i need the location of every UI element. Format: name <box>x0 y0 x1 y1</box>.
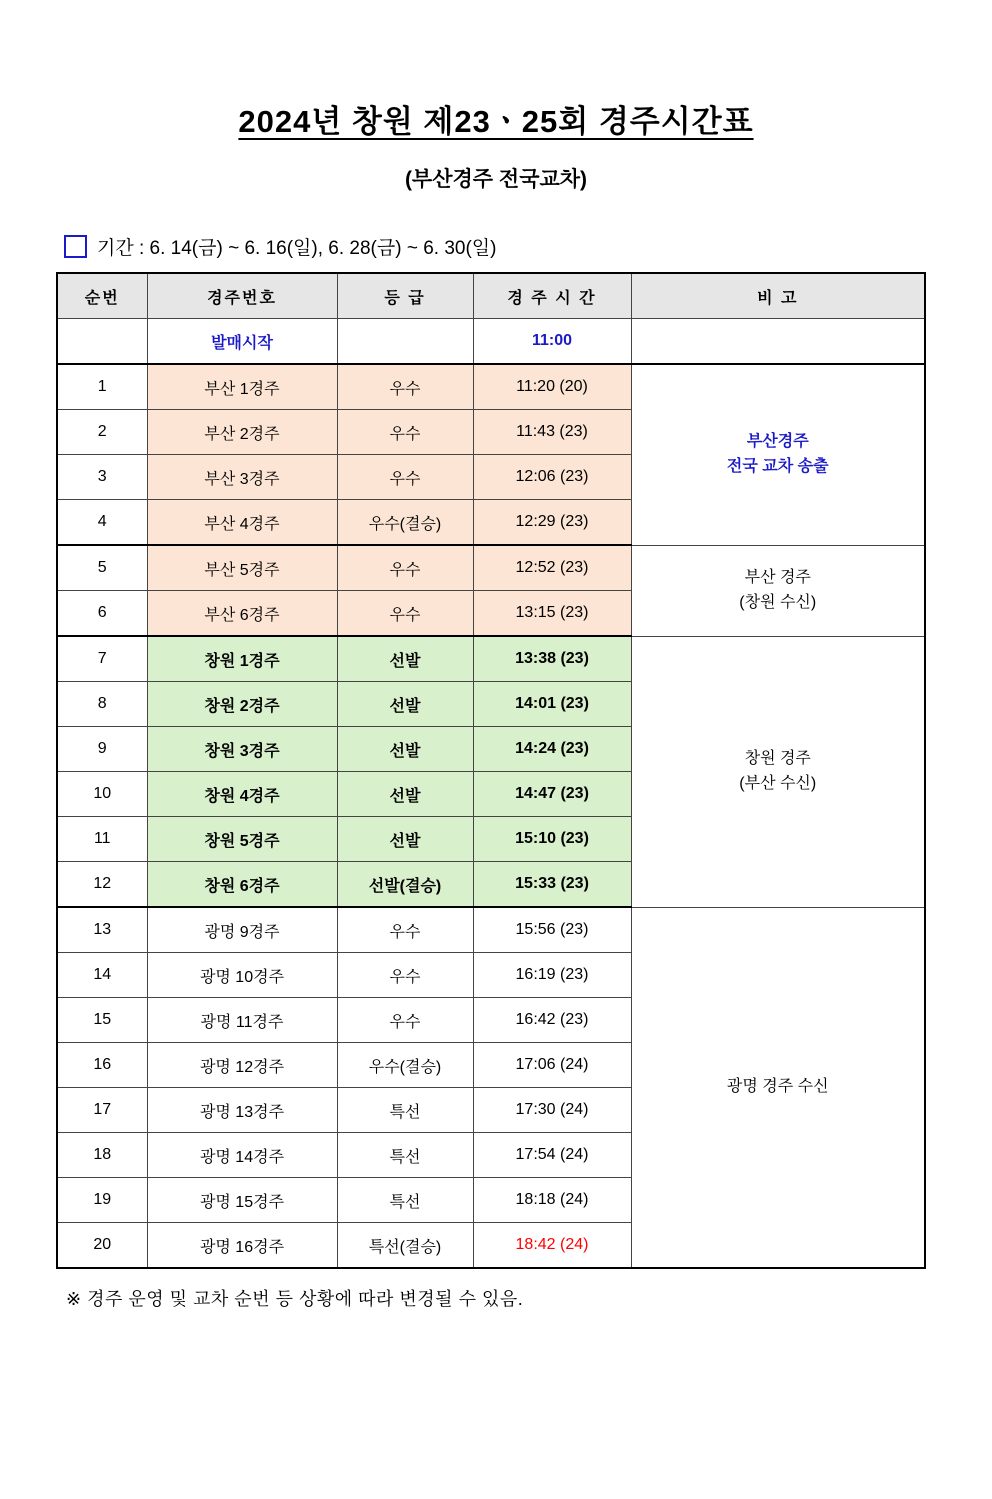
cell-time: 14:01 (23) <box>473 682 631 727</box>
cell-race: 부산 6경주 <box>147 591 337 637</box>
table-row <box>57 907 925 953</box>
cell-grade: 선발 <box>337 636 473 682</box>
table-row <box>57 364 925 410</box>
table-row <box>57 636 925 682</box>
note-gwangmyeong: 광명 경주 수신 <box>631 907 925 1268</box>
cell-no: 5 <box>57 545 147 591</box>
cell-grade: 선발(결승) <box>337 862 473 908</box>
cell-no: 13 <box>57 907 147 953</box>
cell-time: 17:06 (24) <box>473 1043 631 1088</box>
cell-grade: 특선 <box>337 1133 473 1178</box>
cell-no: 17 <box>57 1088 147 1133</box>
note-busan-cross <box>631 364 925 545</box>
cell-time: 16:42 (23) <box>473 998 631 1043</box>
cell-no: 2 <box>57 410 147 455</box>
cell-race: 광명 10경주 <box>147 953 337 998</box>
cell-time: 11:43 (23) <box>473 410 631 455</box>
cell-time: 17:54 (24) <box>473 1133 631 1178</box>
cell-no: 1 <box>57 364 147 410</box>
cell-time: 12:29 (23) <box>473 500 631 546</box>
period-label: 기간 : 6. 14(금) ~ 6. 16(일), 6. 28(금) ~ 6. 30(일) <box>97 238 497 259</box>
cell-no: 19 <box>57 1178 147 1223</box>
cell-grade: 우수 <box>337 998 473 1043</box>
page-subtitle: (부산경주 전국교차) <box>404 168 588 191</box>
cell-race: 광명 14경주 <box>147 1133 337 1178</box>
cell-time: 14:24 (23) <box>473 727 631 772</box>
col-header-race: 경주번호 <box>147 273 337 319</box>
cell-no: 6 <box>57 591 147 637</box>
cell-race: 창원 2경주 <box>147 682 337 727</box>
cell-grade: 선발 <box>337 682 473 727</box>
note-line-2: 전국 교차 송출 <box>726 457 829 475</box>
note-line-2: (창원 수신) <box>739 593 817 611</box>
cell-no: 3 <box>57 455 147 500</box>
cell-grade: 우수(결승) <box>337 1043 473 1088</box>
page-title: 2024년 창원 제23ㆍ25회 경주시간표 <box>238 104 754 139</box>
note-line-1: 창원 경주 <box>744 749 811 767</box>
cell-no: 16 <box>57 1043 147 1088</box>
cell-time: 12:52 (23) <box>473 545 631 591</box>
cell-time: 15:56 (23) <box>473 907 631 953</box>
cell-no: 20 <box>57 1223 147 1269</box>
cell-no: 8 <box>57 682 147 727</box>
cell-grade: 선발 <box>337 817 473 862</box>
cell-grade: 우수 <box>337 953 473 998</box>
cell-grade: 우수 <box>337 455 473 500</box>
table-header-row <box>57 273 925 319</box>
cell-no: 12 <box>57 862 147 908</box>
cell-time: 15:10 (23) <box>473 817 631 862</box>
note-line-1: 부산 경주 <box>744 568 811 586</box>
cell-time: 18:42 (24) <box>473 1223 631 1269</box>
cell-grade: 선발 <box>337 727 473 772</box>
cell-race: 창원 6경주 <box>147 862 337 908</box>
cell-no: 7 <box>57 636 147 682</box>
cell-race: 부산 4경주 <box>147 500 337 546</box>
cell-race: 발매시작 <box>147 319 337 365</box>
cell-grade: 우수 <box>337 545 473 591</box>
cell-grade: 우수 <box>337 410 473 455</box>
col-header-note: 비 고 <box>631 273 925 319</box>
cell-grade: 선발 <box>337 772 473 817</box>
cell-no: 15 <box>57 998 147 1043</box>
checkbox-icon <box>64 235 87 258</box>
cell-grade: 특선(결승) <box>337 1223 473 1269</box>
cell-no: 9 <box>57 727 147 772</box>
cell-no: 4 <box>57 500 147 546</box>
cell-time: 16:19 (23) <box>473 953 631 998</box>
col-header-no: 순번 <box>57 273 147 319</box>
cell-grade: 우수(결승) <box>337 500 473 546</box>
cell-no: 11 <box>57 817 147 862</box>
cell-time: 17:30 (24) <box>473 1088 631 1133</box>
cell-no: 18 <box>57 1133 147 1178</box>
table-row-sales-start <box>57 319 925 365</box>
cell-grade <box>337 319 473 365</box>
cell-race: 창원 5경주 <box>147 817 337 862</box>
cell-no: 10 <box>57 772 147 817</box>
cell-race: 광명 9경주 <box>147 907 337 953</box>
table-row <box>57 545 925 591</box>
cell-time: 15:33 (23) <box>473 862 631 908</box>
note-changwon <box>631 636 925 907</box>
cell-time: 11:00 <box>473 319 631 365</box>
cell-no <box>57 319 147 365</box>
cell-race: 광명 11경주 <box>147 998 337 1043</box>
cell-time: 12:06 (23) <box>473 455 631 500</box>
race-schedule-table <box>56 272 926 1269</box>
cell-grade: 우수 <box>337 591 473 637</box>
note-line-2: (부산 수신) <box>739 774 817 792</box>
cell-time: 13:15 (23) <box>473 591 631 637</box>
document-page <box>0 96 992 1499</box>
cell-race: 광명 13경주 <box>147 1088 337 1133</box>
period-line <box>64 233 936 260</box>
cell-race: 광명 12경주 <box>147 1043 337 1088</box>
cell-race: 창원 3경주 <box>147 727 337 772</box>
note-line-1: 부산경주 <box>746 432 809 450</box>
cell-race: 부산 1경주 <box>147 364 337 410</box>
cell-race: 광명 16경주 <box>147 1223 337 1269</box>
cell-grade: 우수 <box>337 364 473 410</box>
cell-time: 14:47 (23) <box>473 772 631 817</box>
footnote: ※ 경주 운영 및 교차 순번 등 상황에 따라 변경될 수 있음. <box>66 1289 524 1309</box>
col-header-grade: 등 급 <box>337 273 473 319</box>
cell-race: 창원 4경주 <box>147 772 337 817</box>
cell-race: 부산 5경주 <box>147 545 337 591</box>
cell-note <box>631 319 925 365</box>
cell-time: 11:20 (20) <box>473 364 631 410</box>
cell-grade: 우수 <box>337 907 473 953</box>
cell-race: 창원 1경주 <box>147 636 337 682</box>
cell-race: 광명 15경주 <box>147 1178 337 1223</box>
cell-time: 13:38 (23) <box>473 636 631 682</box>
col-header-time: 경 주 시 간 <box>473 273 631 319</box>
cell-race: 부산 2경주 <box>147 410 337 455</box>
cell-time: 18:18 (24) <box>473 1178 631 1223</box>
cell-race: 부산 3경주 <box>147 455 337 500</box>
cell-grade: 특선 <box>337 1088 473 1133</box>
cell-grade: 특선 <box>337 1178 473 1223</box>
note-busan-receive <box>631 545 925 636</box>
cell-no: 14 <box>57 953 147 998</box>
